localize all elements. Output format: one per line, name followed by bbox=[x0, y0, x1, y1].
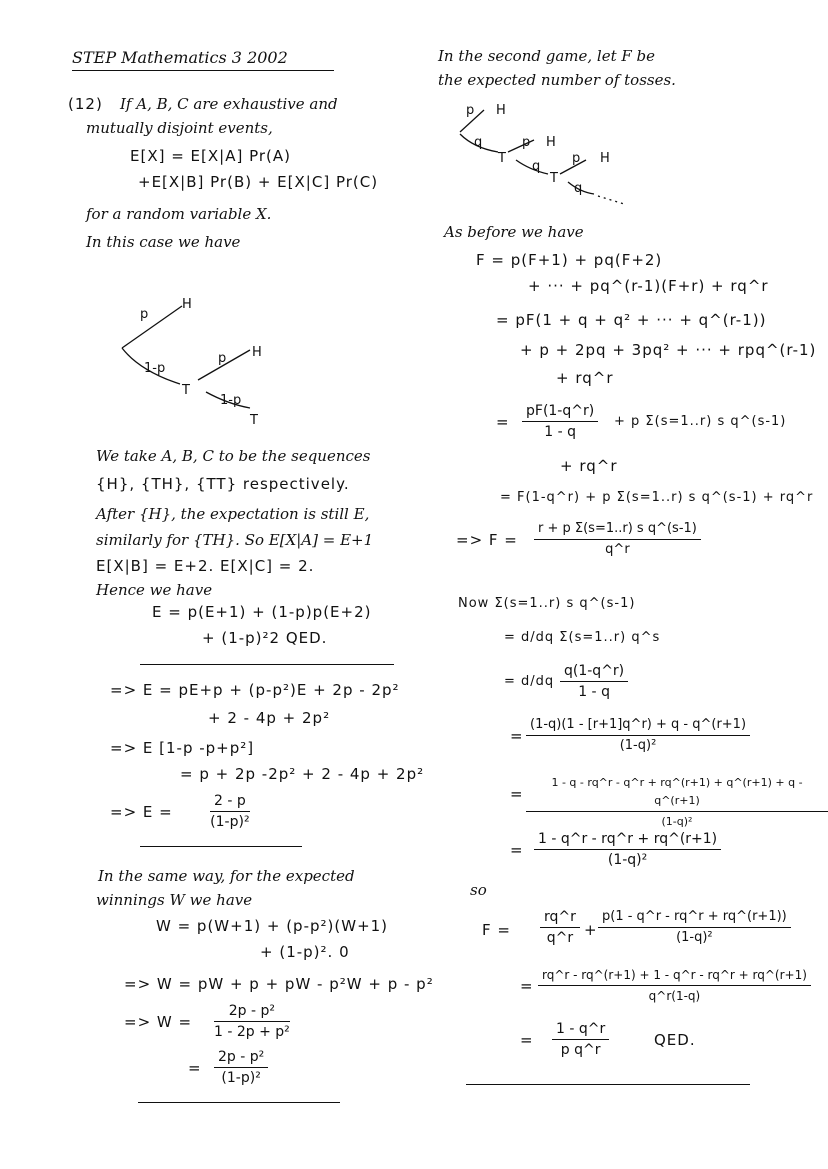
page-header: STEP Mathematics 3 2002 bbox=[72, 48, 288, 67]
equation-1a: E[X] = E[X|A] Pr(A) bbox=[130, 147, 292, 165]
second-game-line-1: In the second game, let F be bbox=[438, 47, 656, 65]
e2b: + 2 - 4p + 2p² bbox=[208, 709, 331, 727]
f3: + p + 2pq + 3pq² + ··· + rpq^(r-1) bbox=[520, 341, 817, 359]
tree2-h3: H bbox=[600, 151, 610, 166]
tree2-t2: T bbox=[550, 171, 558, 186]
s1b-numerator: p(1 - q^r - rq^r + rq^(r+1)) bbox=[598, 908, 791, 928]
f8-denominator: q^r bbox=[605, 542, 630, 557]
e1b: + (1-p)²2 QED. bbox=[202, 629, 328, 647]
tree2-h2: H bbox=[546, 135, 556, 150]
tree2-t1: T bbox=[498, 151, 506, 166]
s3-numerator: 1 - q^r bbox=[552, 1020, 609, 1040]
equation-1b: +E[X|B] Pr(B) + E[X|C] Pr(C) bbox=[138, 173, 379, 191]
n2-fraction bbox=[560, 662, 628, 701]
s1a-numerator: rq^r bbox=[540, 908, 580, 928]
w3-fraction bbox=[214, 1002, 290, 1041]
s2-prefix: = bbox=[520, 977, 534, 995]
n4-prefix: = bbox=[510, 785, 524, 803]
s1-prefix: F = bbox=[482, 921, 511, 939]
hence-line: Hence we have bbox=[96, 581, 213, 599]
w1b: + (1-p)². 0 bbox=[260, 943, 350, 961]
intro-line-2: mutually disjoint events, bbox=[86, 119, 273, 137]
w4-numerator: 2p - p² bbox=[214, 1048, 268, 1068]
f6: + rq^r bbox=[560, 457, 618, 475]
n5-denominator: (1-q)² bbox=[607, 852, 648, 868]
header-rule bbox=[72, 70, 334, 71]
take-line-1: We take A, B, C to be the sequences bbox=[96, 447, 371, 465]
f5-suffix: + p Σ(s=1..r) s q^(s-1) bbox=[614, 414, 787, 429]
s1-fraction-a bbox=[540, 908, 580, 947]
divider-right-end bbox=[466, 1084, 750, 1085]
n3-prefix: = bbox=[510, 727, 524, 745]
same-line-1: In the same way, for the expected bbox=[98, 867, 355, 885]
s3-fraction bbox=[552, 1020, 609, 1059]
n5-fraction bbox=[534, 830, 721, 869]
n3-denominator: (1-q)² bbox=[619, 738, 657, 753]
f2: = pF(1 + q + q² + ··· + q^(r-1)) bbox=[496, 311, 767, 329]
tree1-h1: H bbox=[182, 297, 192, 312]
w4-prefix: = bbox=[188, 1059, 202, 1077]
tree1-t1: T bbox=[182, 383, 190, 398]
n2-numerator: q(1-q^r) bbox=[560, 662, 628, 682]
tree1-t2: T bbox=[250, 413, 258, 428]
n4-fraction bbox=[526, 774, 828, 831]
tree2-p1: p bbox=[466, 103, 475, 118]
w2: => W = pW + p + pW - p²W + p - p² bbox=[124, 975, 434, 993]
f5-denominator: 1 - q bbox=[544, 424, 576, 440]
w3-prefix: => W = bbox=[124, 1013, 193, 1031]
tree1-q1: 1-p bbox=[144, 361, 166, 376]
f1b: + ··· + pq^(r-1)(F+r) + rq^r bbox=[528, 277, 769, 295]
tree1-h2: H bbox=[252, 345, 262, 360]
tree1-q2: 1-p bbox=[220, 393, 242, 408]
now-line: Now Σ(s=1..r) s q^(s-1) bbox=[458, 596, 636, 611]
take-line-2: {H}, {TH}, {TT} respectively. bbox=[96, 475, 350, 493]
f5-numerator: pF(1-q^r) bbox=[522, 402, 598, 422]
f4: + rq^r bbox=[556, 369, 614, 387]
f7: = F(1-q^r) + p Σ(s=1..r) s q^(s-1) + rq^r bbox=[500, 490, 814, 505]
w3-denominator: 1 - 2p + p² bbox=[214, 1024, 290, 1040]
n4-numerator: 1 - q - rq^r - q^r + rq^(r+1) + q^(r+1) + q - q^(r+1) bbox=[526, 774, 828, 812]
s1-fraction-b bbox=[598, 908, 791, 947]
take-line-4: similarly for {TH}. So E[X|A] = E+1 bbox=[96, 531, 374, 549]
n3-fraction bbox=[526, 716, 750, 755]
f8-fraction bbox=[534, 520, 701, 559]
tree1-p2: p bbox=[218, 351, 227, 366]
s3-prefix: = bbox=[520, 1031, 534, 1049]
divider-3 bbox=[138, 1102, 340, 1103]
so-line: so bbox=[470, 881, 487, 899]
f8-prefix: => F = bbox=[456, 531, 518, 549]
take-line-3: After {H}, the expectation is still E, bbox=[96, 505, 370, 523]
e3b: = p + 2p -2p² + 2 - 4p + 2p² bbox=[180, 765, 425, 783]
same-line-2: winnings W we have bbox=[96, 891, 253, 909]
s1b-denominator: (1-q)² bbox=[676, 930, 713, 945]
divider-1 bbox=[140, 664, 394, 665]
divider-2 bbox=[140, 846, 302, 847]
s1a-denominator: q^r bbox=[546, 930, 574, 946]
probability-tree-2 bbox=[456, 100, 646, 210]
s2-denominator: q^r(1-q) bbox=[648, 989, 701, 1003]
n3-numerator: (1-q)(1 - [r+1]q^r) + q - q^(r+1) bbox=[526, 716, 750, 736]
second-game-line-2: the expected number of tosses. bbox=[438, 71, 676, 89]
tree2-q3: q bbox=[574, 181, 583, 196]
as-before-line: As before we have bbox=[444, 223, 584, 241]
intro-line-3: for a random variable X. bbox=[86, 205, 272, 223]
e3a: => E [1-p -p+p²] bbox=[110, 739, 255, 757]
e2a: => E = pE+p + (p-p²)E + 2p - 2p² bbox=[110, 681, 400, 699]
tree2-p3: p bbox=[572, 151, 581, 166]
w3-numerator: 2p - p² bbox=[214, 1002, 290, 1022]
f5-fraction bbox=[522, 402, 598, 441]
question-number: (12) bbox=[68, 95, 103, 113]
f1a: F = p(F+1) + pq(F+2) bbox=[476, 251, 663, 269]
probability-tree-1 bbox=[110, 296, 310, 436]
w4-denominator: (1-p)² bbox=[221, 1070, 261, 1086]
n2-prefix: = d/dq bbox=[504, 674, 555, 689]
n1: = d/dq Σ(s=1..r) q^s bbox=[504, 630, 661, 645]
take-line-5: E[X|B] = E+2. E[X|C] = 2. bbox=[96, 557, 315, 575]
s2-numerator: rq^r - rq^(r+1) + 1 - q^r - rq^r + rq^(r+1) bbox=[538, 966, 811, 986]
tree2-q1: q bbox=[474, 135, 483, 150]
n2-denominator: 1 - q bbox=[578, 684, 610, 700]
w1a: W = p(W+1) + (p-p²)(W+1) bbox=[156, 917, 389, 935]
tree2-q2: q bbox=[532, 159, 541, 174]
w4-fraction bbox=[214, 1048, 268, 1087]
f5-prefix: = bbox=[496, 413, 510, 431]
e4-denominator: (1-p)² bbox=[210, 814, 250, 830]
s3-denominator: p q^r bbox=[560, 1042, 601, 1058]
e4-numerator: 2 - p bbox=[210, 792, 250, 812]
n4-denominator: (1-q)² bbox=[661, 815, 693, 828]
intro-line-1: If A, B, C are exhaustive and bbox=[120, 95, 338, 113]
s1-plus: + bbox=[584, 921, 598, 939]
n5-prefix: = bbox=[510, 841, 524, 859]
e4-fraction bbox=[210, 792, 250, 831]
n5-numerator: 1 - q^r - rq^r + rq^(r+1) bbox=[534, 830, 721, 850]
tree1-p1: p bbox=[140, 307, 149, 322]
f8-numerator: r + p Σ(s=1..r) s q^(s-1) bbox=[534, 520, 701, 540]
intro-line-4: In this case we have bbox=[86, 233, 241, 251]
e1a: E = p(E+1) + (1-p)p(E+2) bbox=[152, 603, 372, 621]
qed-final: QED. bbox=[654, 1031, 696, 1049]
tree2-h1: H bbox=[496, 103, 506, 118]
s2-fraction bbox=[538, 966, 811, 1005]
tree2-p2: p bbox=[522, 135, 531, 150]
e4-prefix: => E = bbox=[110, 803, 173, 821]
